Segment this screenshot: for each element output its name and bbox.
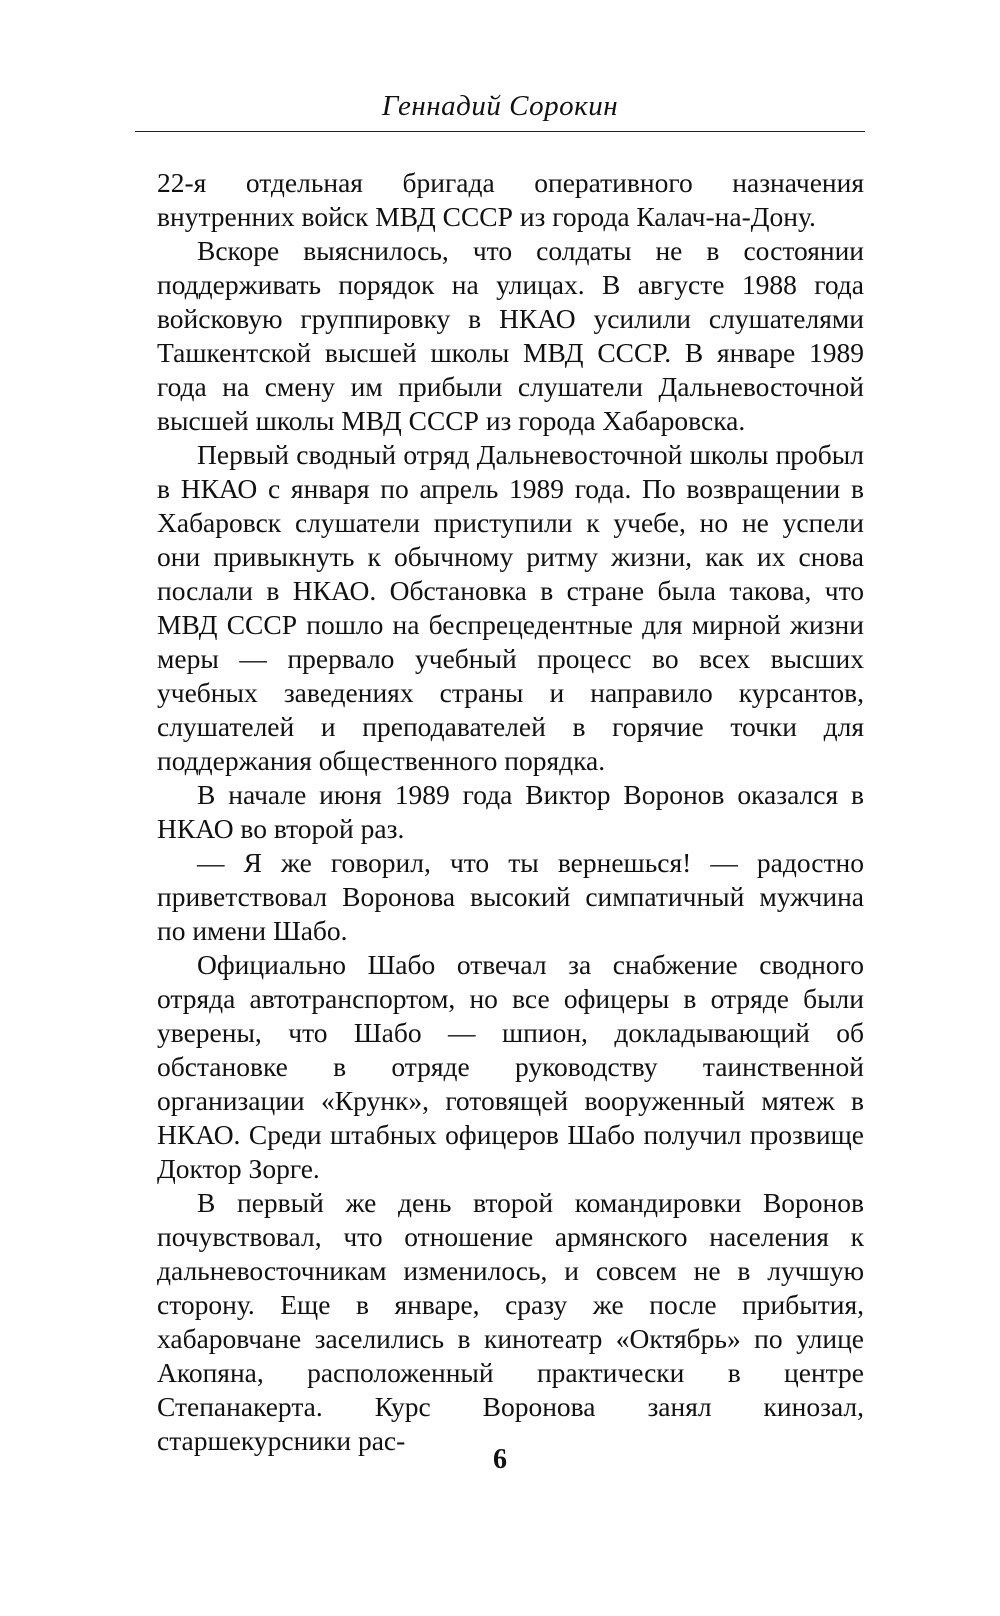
paragraph: В начале июня 1989 года Виктор Воронов оказался в НКАО во второй раз. xyxy=(157,779,864,844)
paragraph-dialogue: — Я же говорил, что ты вернешься! — радостно приветствовал Воронова высокий симпатичный мужчина по имени Шабо. xyxy=(157,847,864,946)
paragraph: В первый же день второй командировки Воронов почувствовал, что отношение армянского населения к дальневосточникам изменилось, и совсем не в лучшую сторону. Еще в январе, сразу же после прибытия, хабаровчане заселились в кинотеатр «Октябрь» по улице Акопяна, расположенный практически в центре Степанакерта. Курс Воронова занял кинозал, старшекурсники рас- xyxy=(157,1187,864,1456)
body-text xyxy=(157,166,864,1458)
paragraph: Первый сводный отряд Дальневосточной школы пробыл в НКАО с января по апрель 1989 года. По возвращении в Хабаровск слушатели приступили к учебе, но не успели они привыкнуть к обычному ритму жизни, как их снова послали в НКАО. Обстановка в стране была такова, что МВД СССР пошло на беспрецедентные для мирной жизни меры — прервало учебный процесс во всех высших учебных заведениях страны и направило курсантов, слушателей и преподавателей в горячие точки для поддержания общественного порядка. xyxy=(157,439,864,776)
paragraph-continuation: 22-я отдельная бригада оперативного назначения внутренних войск МВД СССР из города Калач-на-Дону. xyxy=(157,167,864,232)
running-head-author: Геннадий Сорокин xyxy=(381,90,619,122)
header-rule xyxy=(135,131,865,132)
paragraph: Официально Шабо отвечал за снабжение сводного отряда автотранспортом, но все офицеры в отряде были уверены, что Шабо — шпион, докладывающий об обстановке в отряде руководству таинственной организации «Крунк», готовящей вооруженный мятеж в НКАО. Среди штабных офицеров Шабо получил прозвище Доктор Зорге. xyxy=(157,949,864,1184)
paragraph: Вскоре выяснилось, что солдаты не в состоянии поддерживать порядок на улицах. В августе 1988 года войсковую группировку в НКАО усилили слушателями Ташкентской высшей школы МВД СССР. В январе 1989 года на смену им прибыли слушатели Дальневосточной высшей школы МВД СССР из города Хабаровска. xyxy=(157,235,864,436)
page-number: 6 xyxy=(493,1444,507,1475)
